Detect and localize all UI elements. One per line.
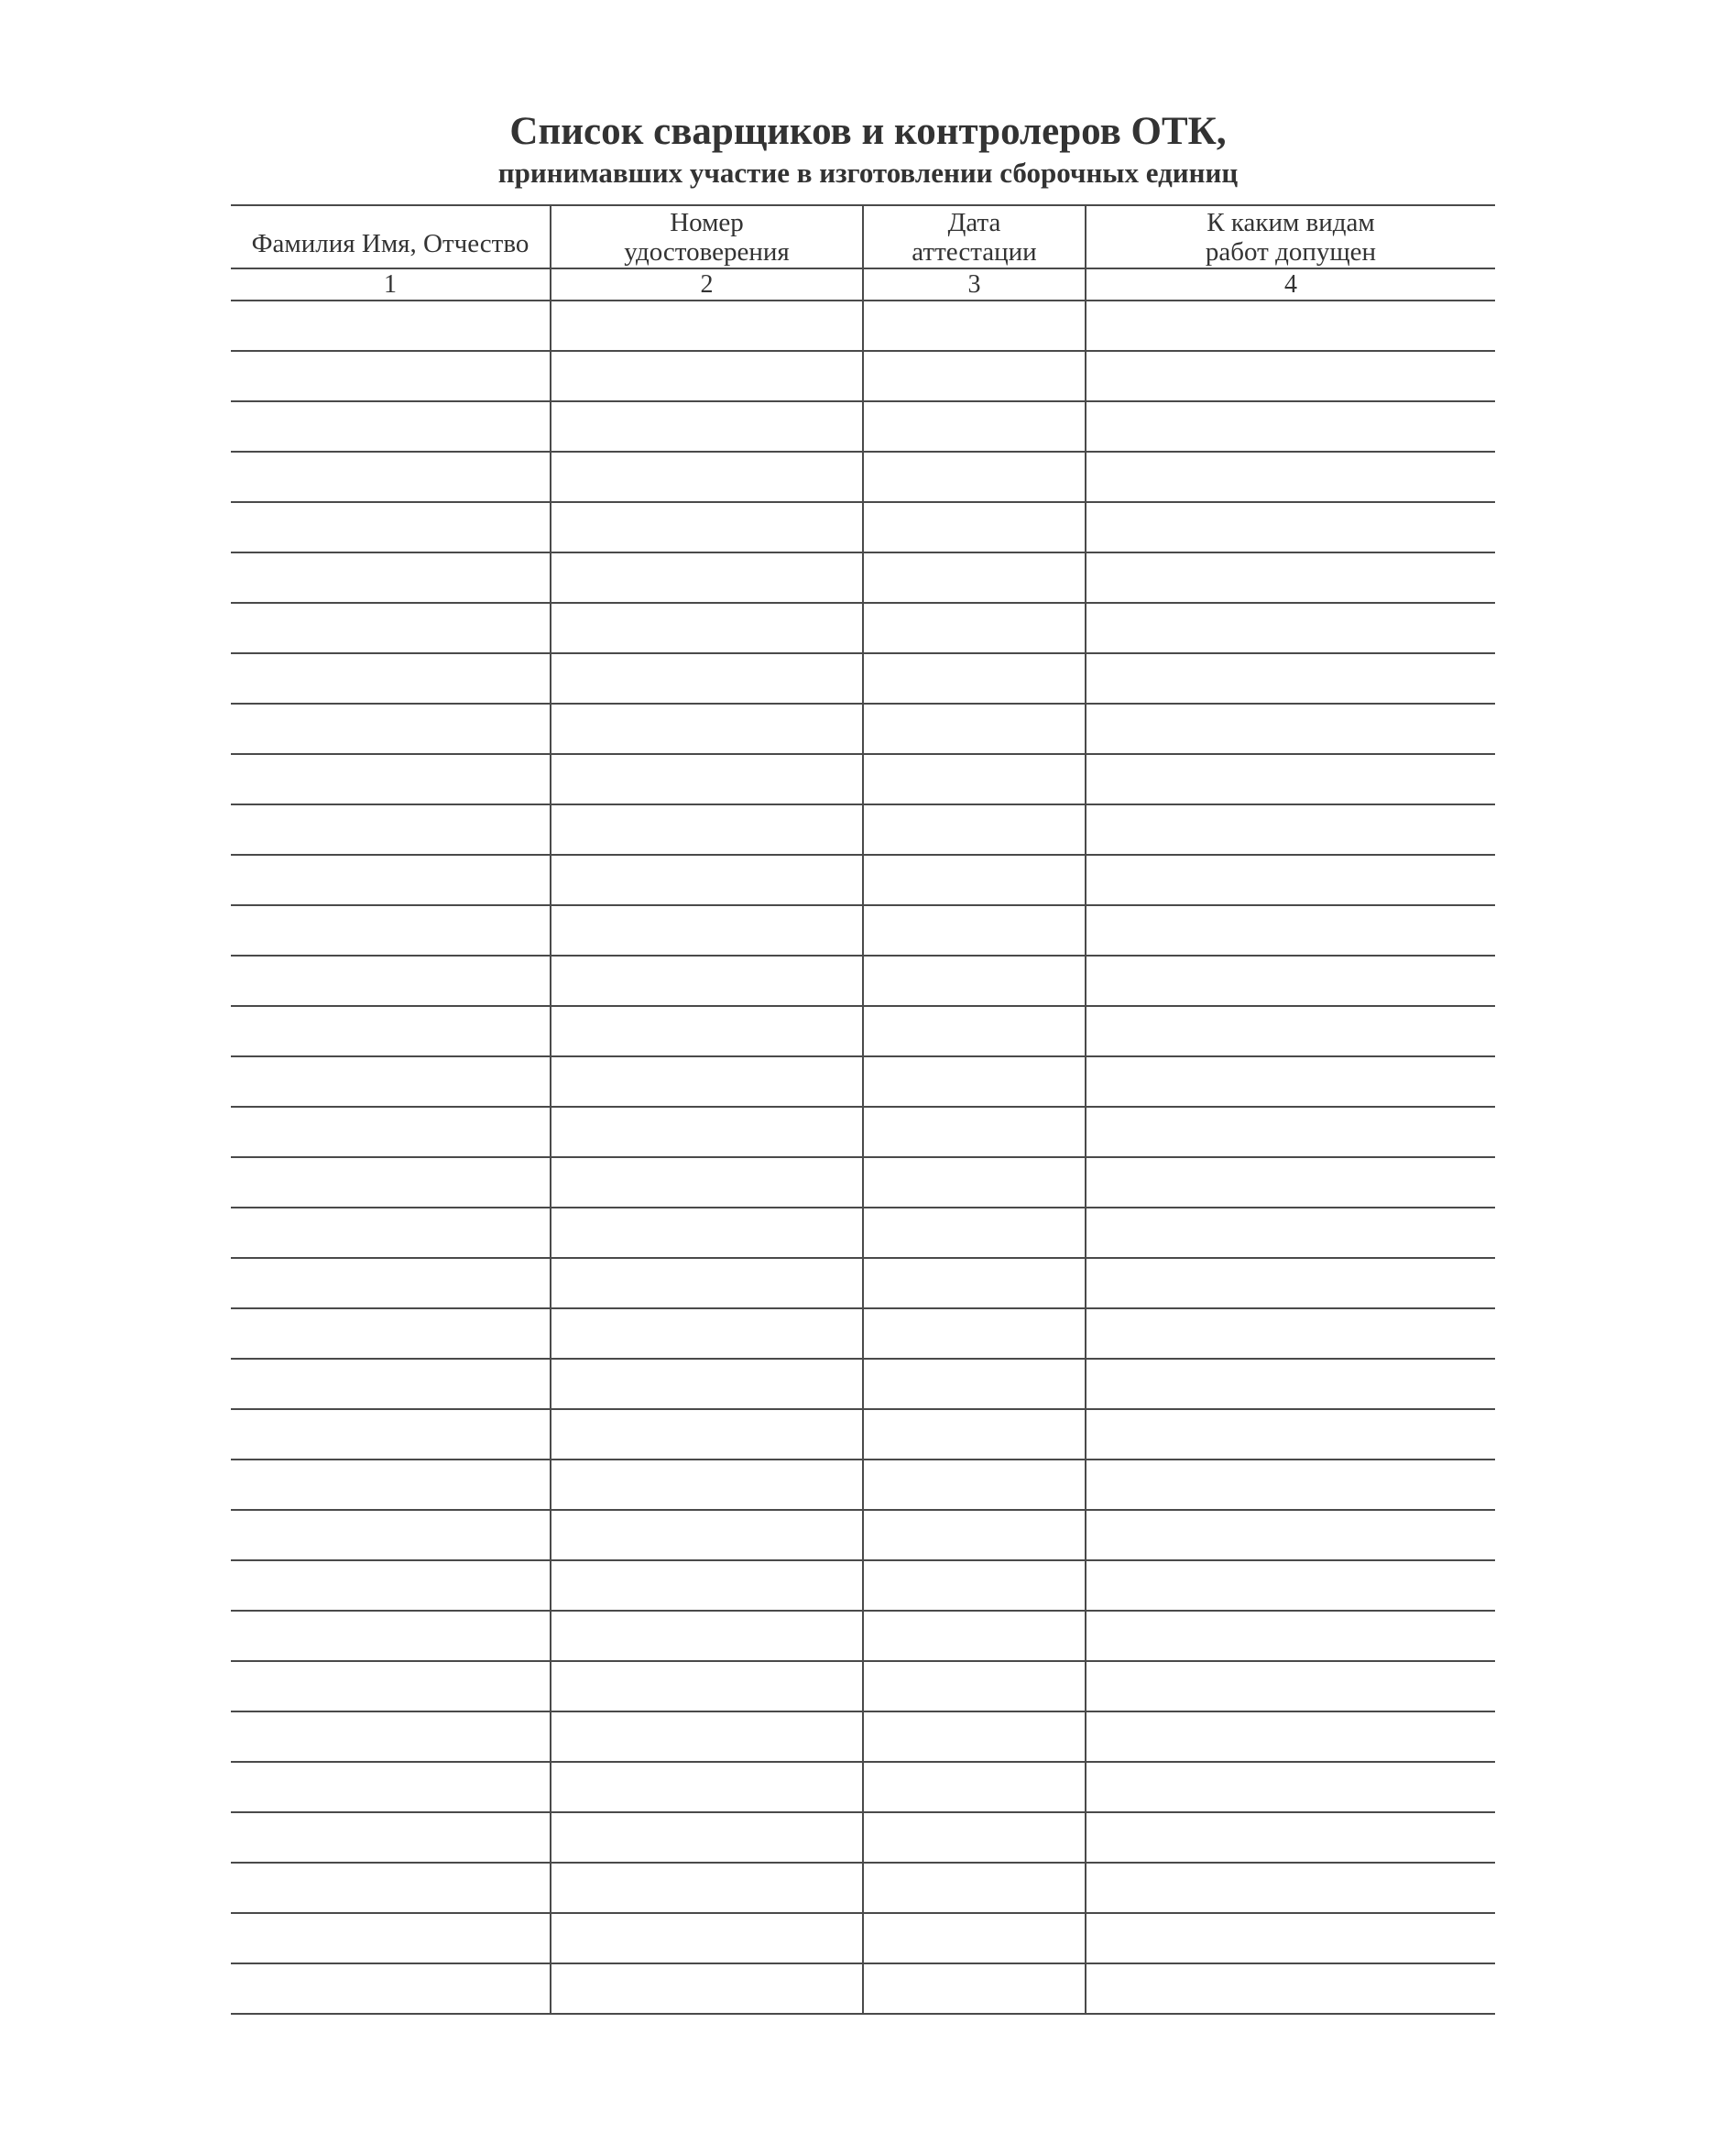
table-cell xyxy=(551,654,864,703)
table-cell xyxy=(864,906,1086,955)
table-cell xyxy=(231,1964,551,2013)
table-cell xyxy=(231,856,551,904)
table-cell xyxy=(551,1259,864,1307)
column-number-4: 4 xyxy=(1284,270,1297,299)
table-cell xyxy=(551,1158,864,1207)
table-cell xyxy=(1086,301,1495,350)
table-cell xyxy=(231,957,551,1005)
table-cell xyxy=(864,755,1086,804)
table-row xyxy=(231,553,1495,604)
table-cell xyxy=(864,1158,1086,1207)
table-row xyxy=(231,1259,1495,1309)
table-cell xyxy=(864,503,1086,552)
header-certificate-number xyxy=(551,206,864,268)
table-cell xyxy=(551,906,864,955)
table-cell xyxy=(864,402,1086,451)
table-cell xyxy=(864,654,1086,703)
table-row xyxy=(231,301,1495,352)
table-cell xyxy=(231,1108,551,1156)
table-cell xyxy=(551,1108,864,1156)
table-row xyxy=(231,402,1495,453)
table-cell xyxy=(864,1057,1086,1106)
table-cell xyxy=(551,1208,864,1257)
table-cell xyxy=(1086,1360,1495,1408)
table-cell xyxy=(864,604,1086,652)
table-cell xyxy=(1086,352,1495,400)
table-cell xyxy=(1086,453,1495,501)
table-row xyxy=(231,1612,1495,1662)
header-certification-date-line-1: Дата xyxy=(947,207,1001,237)
table-cell xyxy=(864,1108,1086,1156)
table-row xyxy=(231,1007,1495,1057)
table-cell xyxy=(1086,654,1495,703)
table-cell xyxy=(864,805,1086,854)
table-cell xyxy=(231,755,551,804)
table-cell xyxy=(864,957,1086,1005)
table-cell xyxy=(231,654,551,703)
table-cell xyxy=(231,906,551,955)
table-cell xyxy=(551,805,864,854)
table-cell xyxy=(231,1914,551,1963)
table-cell xyxy=(864,453,1086,501)
table-cell xyxy=(864,553,1086,602)
table-cell xyxy=(1086,553,1495,602)
table-cell xyxy=(231,604,551,652)
table-cell xyxy=(864,705,1086,753)
table-cell xyxy=(231,503,551,552)
table-cell xyxy=(551,1612,864,1660)
table-row xyxy=(231,1309,1495,1360)
table-cell xyxy=(1086,805,1495,854)
table-cell xyxy=(1086,1007,1495,1055)
table-cell xyxy=(1086,906,1495,955)
table-cell xyxy=(864,1410,1086,1459)
table-cell xyxy=(551,503,864,552)
table-cell xyxy=(231,1864,551,1912)
table-row xyxy=(231,352,1495,402)
table-cell xyxy=(231,1612,551,1660)
table-cell xyxy=(231,1208,551,1257)
welders-table xyxy=(231,204,1495,2015)
header-full-name-text: Фамилия Имя, Отчество xyxy=(251,228,530,258)
table-cell xyxy=(1086,1208,1495,1257)
table-cell xyxy=(231,1057,551,1106)
table-cell xyxy=(551,1964,864,2013)
table-cell xyxy=(551,856,864,904)
table-cell xyxy=(551,1309,864,1358)
table-row xyxy=(231,1561,1495,1612)
table-cell xyxy=(864,1460,1086,1509)
table-cell xyxy=(551,1914,864,1963)
table-cell xyxy=(1086,1410,1495,1459)
table-cell xyxy=(551,402,864,451)
table-cell xyxy=(864,1662,1086,1711)
table-cell xyxy=(864,1864,1086,1912)
table-cell xyxy=(1086,1057,1495,1106)
table-cell xyxy=(551,604,864,652)
table-cell xyxy=(1086,705,1495,753)
column-number-2: 2 xyxy=(551,269,864,300)
table-cell xyxy=(551,1662,864,1711)
table-cell xyxy=(551,553,864,602)
table-cell xyxy=(1086,1511,1495,1559)
table-row xyxy=(231,1763,1495,1813)
header-certification-date-line-2: аттестации xyxy=(912,236,1037,267)
table-cell xyxy=(231,1662,551,1711)
table-cell xyxy=(864,1309,1086,1358)
table-row xyxy=(231,906,1495,957)
table-cell xyxy=(551,1360,864,1408)
table-cell xyxy=(864,1259,1086,1307)
table-cell xyxy=(1086,604,1495,652)
table-cell xyxy=(864,352,1086,400)
table-row xyxy=(231,957,1495,1007)
table-row xyxy=(231,856,1495,906)
table-cell xyxy=(1086,1763,1495,1811)
table-cell xyxy=(1086,1914,1495,1963)
table-cell xyxy=(864,1914,1086,1963)
table-cell xyxy=(551,1864,864,1912)
table-cell xyxy=(551,705,864,753)
table-cell xyxy=(231,1712,551,1761)
table-cell xyxy=(1086,1612,1495,1660)
table-row xyxy=(231,1964,1495,2015)
table-cell xyxy=(864,1763,1086,1811)
table-cell xyxy=(551,1813,864,1862)
table-row xyxy=(231,1360,1495,1410)
table-cell xyxy=(551,352,864,400)
table-row xyxy=(231,604,1495,654)
column-number-row xyxy=(231,269,1495,301)
table-cell xyxy=(1086,1561,1495,1610)
table-cell xyxy=(1086,1259,1495,1307)
table-cell xyxy=(231,1511,551,1559)
table-row xyxy=(231,1914,1495,1964)
table-cell xyxy=(231,402,551,451)
table-cell xyxy=(551,1561,864,1610)
table-cell xyxy=(551,1410,864,1459)
table-row xyxy=(231,1410,1495,1460)
table-row xyxy=(231,1108,1495,1158)
table-cell xyxy=(231,1007,551,1055)
table-row xyxy=(231,705,1495,755)
table-cell xyxy=(1086,503,1495,552)
table-cell xyxy=(231,1259,551,1307)
table-row xyxy=(231,1158,1495,1208)
table-cell xyxy=(231,705,551,753)
table-row xyxy=(231,1057,1495,1108)
table-cell xyxy=(551,1057,864,1106)
table-row xyxy=(231,453,1495,503)
table-cell xyxy=(551,1007,864,1055)
table-cell xyxy=(231,301,551,350)
table-cell xyxy=(231,352,551,400)
table-cell xyxy=(864,1561,1086,1610)
table-cell xyxy=(551,301,864,350)
table-row xyxy=(231,503,1495,553)
table-cell xyxy=(1086,1309,1495,1358)
table-row xyxy=(231,1460,1495,1511)
table-cell xyxy=(1086,1964,1495,2013)
table-cell xyxy=(864,856,1086,904)
table-cell xyxy=(1086,856,1495,904)
table-header-row xyxy=(231,204,1495,269)
table-cell xyxy=(551,957,864,1005)
header-work-types xyxy=(1086,206,1495,268)
table-row xyxy=(231,755,1495,805)
table-cell xyxy=(231,1309,551,1358)
header-work-types-line-1: К каким видам xyxy=(1206,207,1375,237)
table-cell xyxy=(1086,1712,1495,1761)
table-cell xyxy=(864,1964,1086,2013)
table-cell xyxy=(864,1511,1086,1559)
table-cell xyxy=(231,1813,551,1862)
header-certificate-number-line-2: удостоверения xyxy=(624,236,790,267)
document-title: Список сварщиков и контролеров ОТК, xyxy=(509,110,1227,153)
table-cell xyxy=(864,1208,1086,1257)
table-cell xyxy=(1086,957,1495,1005)
column-number-3: 3 xyxy=(864,269,1086,300)
table-cell xyxy=(231,553,551,602)
table-cell xyxy=(231,1410,551,1459)
table-row xyxy=(231,805,1495,856)
column-number-1: 1 xyxy=(231,269,551,300)
table-cell xyxy=(864,1007,1086,1055)
table-cell xyxy=(864,301,1086,350)
table-row xyxy=(231,1208,1495,1259)
header-full-name xyxy=(231,206,551,268)
table-cell xyxy=(231,1360,551,1408)
table-cell xyxy=(1086,1158,1495,1207)
table-cell xyxy=(231,805,551,854)
table-row xyxy=(231,654,1495,705)
table-cell xyxy=(864,1813,1086,1862)
table-row xyxy=(231,1864,1495,1914)
table-cell xyxy=(231,1763,551,1811)
table-row xyxy=(231,1712,1495,1763)
table-cell xyxy=(231,1158,551,1207)
header-work-types-line-2: работ допущен xyxy=(1205,236,1377,267)
table-cell xyxy=(231,1460,551,1509)
table-row xyxy=(231,1662,1495,1712)
table-cell xyxy=(551,1712,864,1761)
table-row xyxy=(231,1511,1495,1561)
table-body xyxy=(231,301,1495,2015)
header-certification-date xyxy=(864,206,1086,268)
table-cell xyxy=(864,1712,1086,1761)
table-cell xyxy=(1086,755,1495,804)
table-cell xyxy=(231,453,551,501)
table-cell xyxy=(864,1612,1086,1660)
document-subtitle: принимавших участие в изготовлении сборочных единиц xyxy=(497,157,1239,189)
table-cell xyxy=(1086,1662,1495,1711)
table-cell xyxy=(551,1511,864,1559)
table-cell xyxy=(864,1360,1086,1408)
table-cell xyxy=(551,1460,864,1509)
table-cell xyxy=(551,453,864,501)
table-cell xyxy=(551,755,864,804)
table-cell xyxy=(551,1763,864,1811)
table-cell xyxy=(1086,1108,1495,1156)
table-row xyxy=(231,1813,1495,1864)
table-cell xyxy=(1086,402,1495,451)
header-certificate-number-line-1: Номер xyxy=(670,207,744,237)
table-cell xyxy=(1086,1864,1495,1912)
table-cell xyxy=(1086,1813,1495,1862)
table-cell xyxy=(1086,1460,1495,1509)
table-cell xyxy=(231,1561,551,1610)
